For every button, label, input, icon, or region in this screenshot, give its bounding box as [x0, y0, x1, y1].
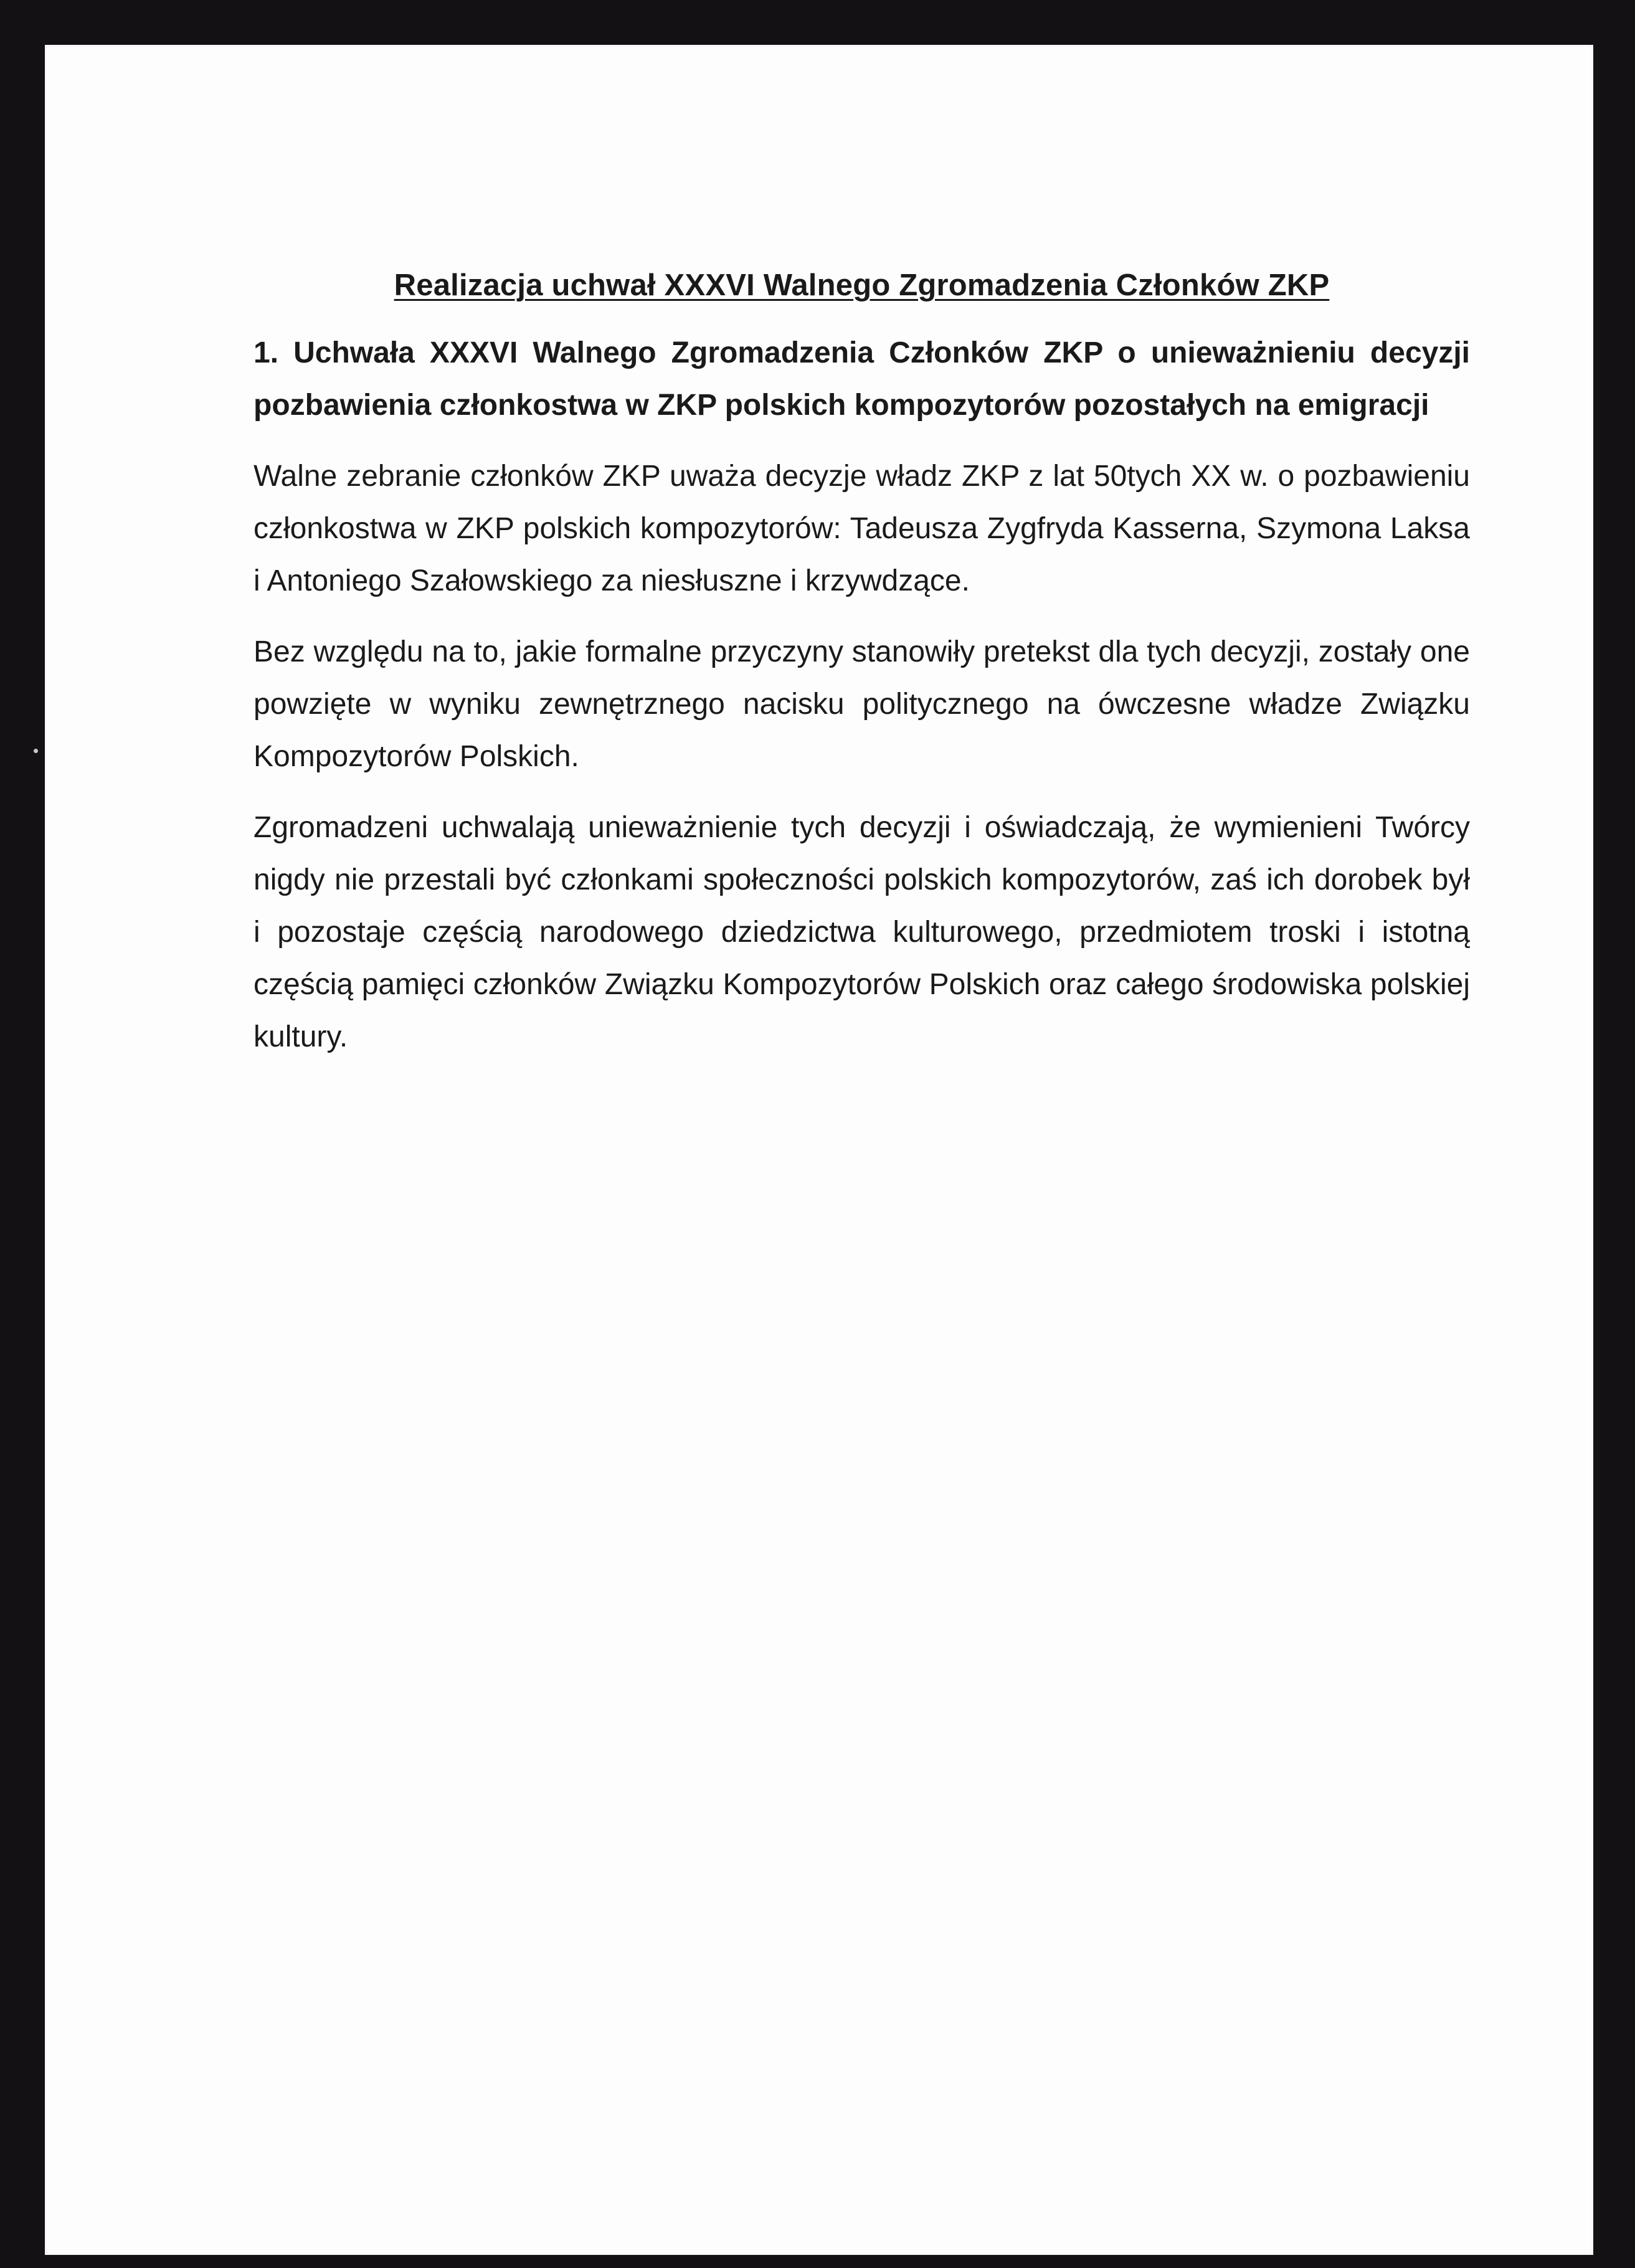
document-page — [45, 45, 1593, 2255]
document-title: Realizacja uchwał XXXVI Walnego Zgromadzenia Członków ZKP — [394, 268, 1330, 302]
paragraph-1: Walne zebranie członków ZKP uważa decyzje władz ZKP z lat 50tych XX w. o pozbawieniu członkostwa w ZKP polskich kompozytorów: Tadeusza Zygfryda Kasserna, Szymona Laksa i Antoniego Szałowskiego za niesłuszne i krzywdzące. — [254, 460, 1470, 597]
paragraph-2: Bez względu na to, jakie formalne przyczyny stanowiły pretekst dla tych decyzji, zostały one powzięte w wyniku zewnętrznego nacisku politycznego na ówczesne władze Związku Kompozytorów Polskich. — [254, 635, 1470, 773]
section-heading: 1. Uchwała XXXVI Walnego Zgromadzenia Członków ZKP o unieważnieniu decyzji pozbawienia członkostwa w ZKP polskich kompozytorów pozostałych na emigracji — [254, 336, 1470, 422]
document-body — [254, 216, 1470, 1063]
scan-speck — [34, 749, 38, 753]
paragraph-3: Zgromadzeni uchwalają unieważnienie tych decyzji i oświadczają, że wymienieni Twórcy nigdy nie przestali być członkami społeczności polskich kompozytorów, zaś ich dorobek był i pozostaje częścią narodowego dziedzictwa kulturowego, przedmiotem troski i istotną częścią pamięci członków Związku Kompozytorów Polskich oraz całego środowiska polskiej kultury. — [254, 811, 1470, 1053]
